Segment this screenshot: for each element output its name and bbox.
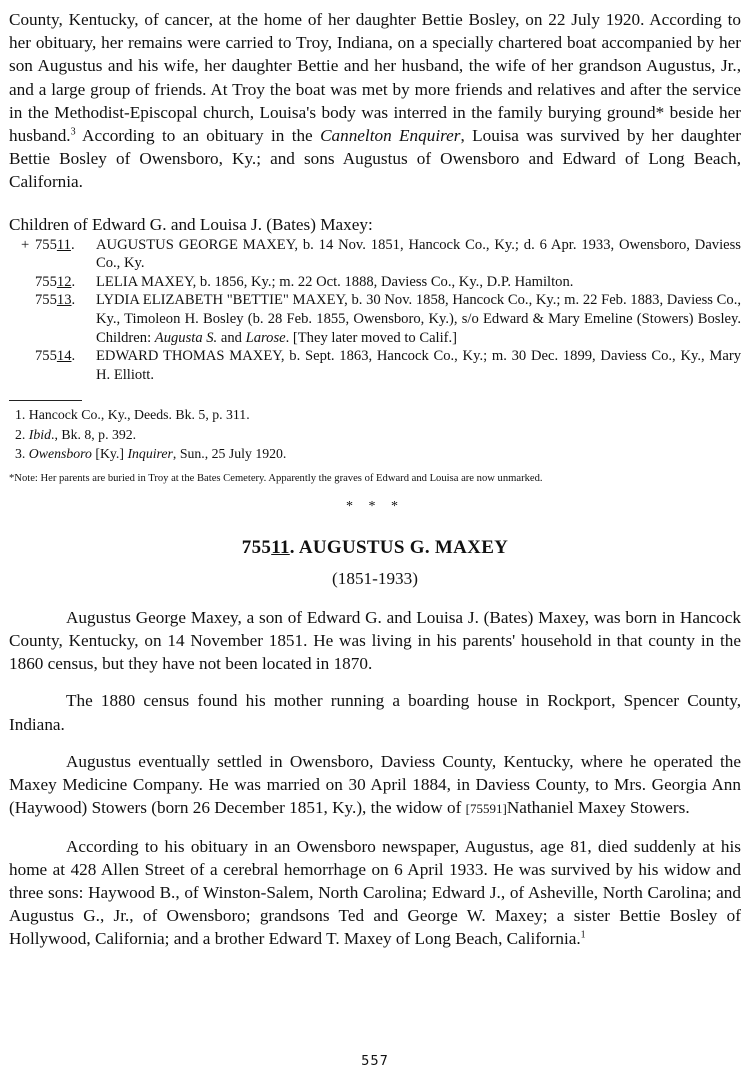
child-entry (9, 291, 741, 347)
document-page (9, 8, 741, 951)
biography (9, 606, 741, 951)
children-heading: Children of Edward G. and Louisa J. (Bates) Maxey: (9, 214, 373, 234)
child-entry (9, 273, 741, 292)
biography-paragraph-3: Augustus eventually settled in Owensboro, Daviess County, Kentucky, where he operated the Maxey Medicine Company. He was married on 30 April 1884, in Daviess County, to Mrs. Georgia Ann (Haywood) Stowers (born 26 December 1851, Ky.), the widow of [75591]Nathaniel Maxey Stowers. (9, 751, 741, 818)
child-entry (9, 236, 741, 273)
continued-marker: + (21, 236, 30, 253)
section-heading: 75511. AUGUSTUS G. MAXEY (241, 536, 509, 558)
burial-note: *Note: Her parents are buried in Troy at the Bates Cemetery. Apparently the graves of Edward and Louisa are now unmarked. (9, 472, 543, 484)
footnote-ref: 3 (70, 126, 76, 138)
child-number: 75513. (35, 292, 76, 309)
child-text: LYDIA ELIZABETH "BETTIE" MAXEY, b. 30 Nov. 1858, Hancock Co., Ky.; m. 22 Feb. 1883, Daviess Co., Ky., Timoleon H. Bosley (b. 28 Feb. 1855, Owensboro, Ky.), s/o Edward & Mary Emeline (Stowers) Bosley. Children: Augusta S. and Larose. [They later moved to Calif.] (96, 292, 741, 346)
section-separator: * * * (346, 498, 404, 514)
obituary-text-start: According to an obituary in the (82, 126, 321, 146)
footnote-ref: 1 (580, 929, 586, 941)
footnote-divider (9, 400, 82, 401)
newspaper-title: Cannelton Enquirer (320, 126, 461, 146)
life-dates: (1851-1933) (332, 568, 418, 588)
obituary-text-end: , Louisa was survived by her daughter Bettie Bosley of Owensboro, Ky.; and sons Augustus of Owensboro and Edward of Long Beach, California. (9, 126, 741, 192)
intro-text: County, Kentucky, of cancer, at the home of her daughter Bettie Bosley, on 22 July 1920. According to her obituary, her remains were carried to Troy, Indiana, on a specially chartered boat accompanied by her son Augustus and his wife, her daughter Bettie and her husband, the wife of her grandson Augustus, Jr., and a large group of friends. At Troy the boat was met by more friends and relatives and after the service in the Methodist-Episcopal church, Louisa's body was interred in the family burying ground* beside her husband. (9, 10, 741, 146)
child-number: 75512. (35, 273, 76, 290)
intro-paragraph (9, 8, 741, 194)
child-number: 75511. (35, 236, 75, 253)
biography-paragraph-1: Augustus George Maxey, a son of Edward G. and Louisa J. (Bates) Maxey, was born in Hancock County, Kentucky, on 14 November 1851. He was living in his parents' household in that county in the 1860 census, but they have not been located in 1870. (9, 607, 741, 674)
footnote-1: 1. Hancock Co., Ky., Deeds. Bk. 5, p. 311. (15, 407, 250, 423)
biography-paragraph-2: The 1880 census found his mother running a boarding house in Rockport, Spencer County, Indiana. (9, 691, 741, 734)
footnote-2: 2. Ibid., Bk. 8, p. 392. (15, 426, 137, 442)
page-number: 557 (361, 1054, 389, 1069)
child-text: LELIA MAXEY, b. 1856, Ky.; m. 22 Oct. 1888, Daviess Co., Ky., D.P. Hamilton. (96, 273, 574, 290)
child-number: 75514. (35, 348, 76, 365)
child-text: EDWARD THOMAS MAXEY, b. Sept. 1863, Hancock Co., Ky.; m. 30 Dec. 1899, Daviess Co., Ky., Mary H. Elliott. (96, 348, 741, 383)
footnote-3: 3. Owensboro [Ky.] Inquirer, Sun., 25 July 1920. (15, 446, 287, 462)
biography-paragraph-4: According to his obituary in an Owensboro newspaper, Augustus, age 81, died suddenly at his home at 428 Allen Street of a cerebral hemorrhage on 6 April 1933. He was survived by his widow and three sons: Haywood B., of Winston-Salem, North Carolina; Edward J., of Asheville, North Carolina; and Augustus G., Jr., of Owensboro; grandsons Ted and George W. Maxey; a sister Bettie Bosley of Hollywood, California; and a brother Edward T. Maxey of Long Beach, California.$^1$ (9, 836, 741, 949)
child-text: AUGUSTUS GEORGE MAXEY, b. 14 Nov. 1851, Hancock Co., Ky.; d. 6 Apr. 1933, Owensboro, Daviess Co., Ky. (96, 236, 741, 272)
cross-reference: [75591] (465, 801, 507, 817)
children-list (9, 236, 741, 385)
child-entry (9, 347, 741, 384)
footnotes (9, 405, 741, 464)
